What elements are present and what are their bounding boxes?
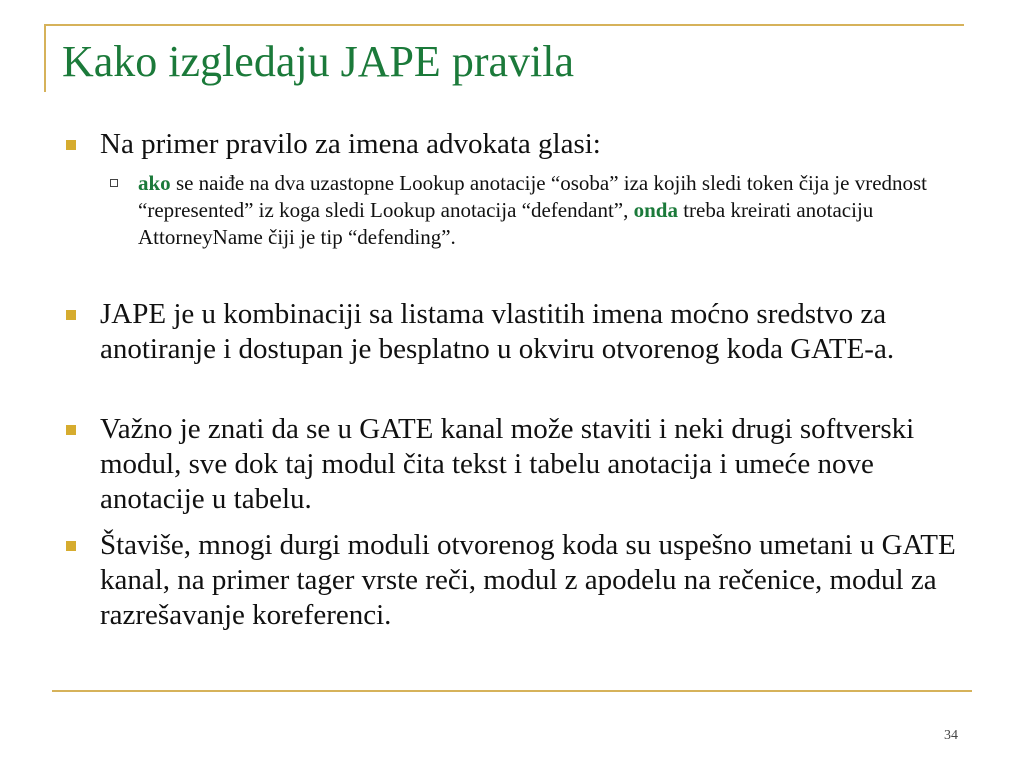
bullet-text: Štaviše, mnogi durgi moduli otvorenog koda su uspešno umetani u GATE kanal, na primer tager vrste reči, modul z apodelu na rečenice, modul za razrešavanje koreferenci. [100,529,956,631]
bullet-text: Važno je znati da se u GATE kanal može staviti i neki drugi softverski modul, sve dok taj modul čita tekst i tabelu anotacija i umeće nove anotacije u tabelu. [100,413,915,515]
square-bullet-icon [66,310,76,320]
sub-bullet-text-1: se naiđe na dva uzastopne Lookup anotacije “osoba” iza kojih sledi token čija je vrednost “represented” iz koga sledi Lookup anotacija “defendant”, [138,171,928,222]
sub-bullet-item [138,170,958,251]
sub-bullet-text-2: treba kreirati anotaciju AttorneyName čiji je tip “defending”. [138,198,874,249]
bullet-text: JAPE je u kombinaciji sa listama vlastitih imena moćno sredstvo za anotiranje i dostupan je besplatno u okviru otvorenog koda GATE-a. [100,298,895,365]
top-rule [44,24,964,26]
square-bullet-icon [66,140,76,150]
square-bullet-icon [66,425,76,435]
bottom-rule [52,690,972,692]
left-rule [44,24,46,92]
square-bullet-icon [66,541,76,551]
bullet-item [100,412,980,517]
bullet-item [100,297,980,367]
keyword-ako: ako [138,171,171,195]
keyword-onda: onda [633,198,678,222]
hollow-square-bullet-icon [110,179,118,187]
bullet-item [100,127,980,162]
slide-title: Kako izgledaju JAPE pravila [62,37,574,86]
bullet-text: Na primer pravilo za imena advokata glasi: [100,128,601,160]
bullet-item [100,528,980,633]
page-number: 34 [944,728,958,743]
